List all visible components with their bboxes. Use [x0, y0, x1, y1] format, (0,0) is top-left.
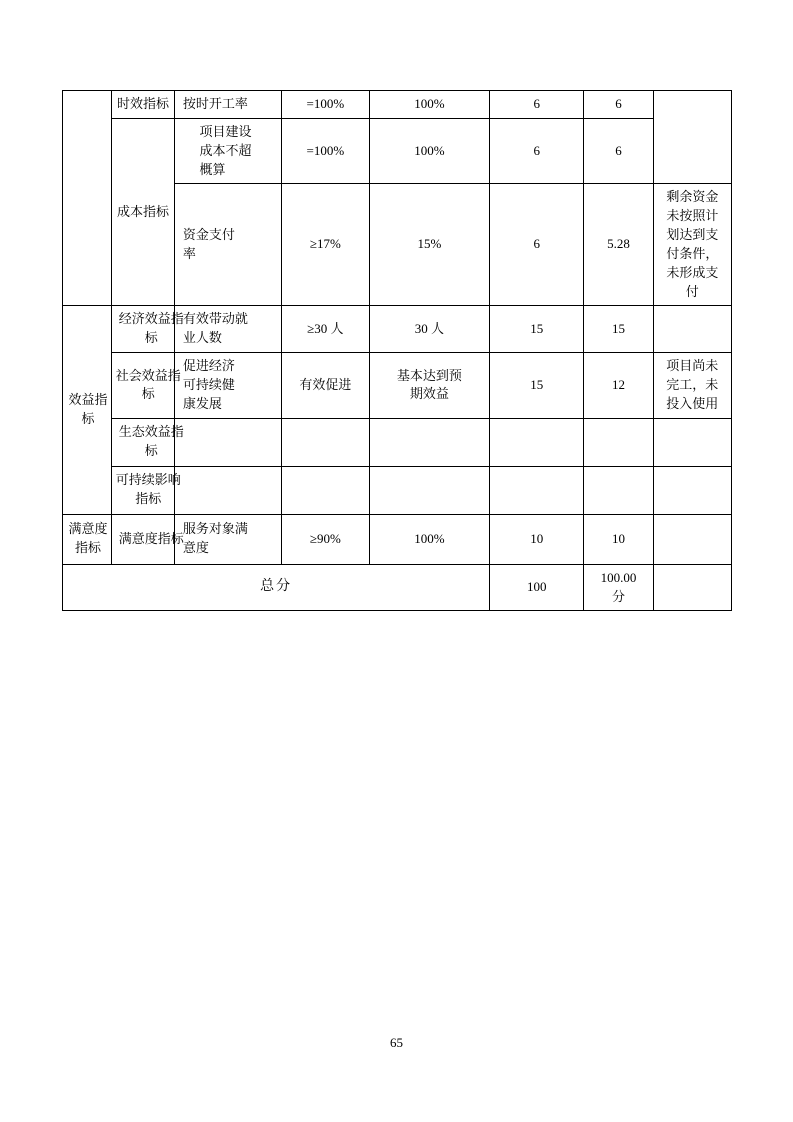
row-weight: 15: [490, 306, 584, 353]
row-target: =100%: [282, 118, 369, 184]
row-indicator: 按时开工率: [174, 91, 281, 119]
total-score: [584, 564, 653, 611]
row-subcategory: [112, 514, 184, 564]
row-target: [282, 418, 369, 466]
row-subcategory: 成本指标: [112, 118, 175, 306]
row-weight: 6: [490, 184, 584, 306]
row-remark: [653, 353, 731, 419]
row-indicator-text: 项目建设成本不超概算: [199, 123, 252, 177]
table-row: [63, 118, 732, 184]
row-subcategory: [112, 353, 181, 419]
row-actual: 100%: [369, 91, 490, 119]
row-score: 12: [584, 353, 653, 419]
row-remark: [653, 466, 731, 514]
row-weight: [490, 418, 584, 466]
row-category-satisfaction: [63, 514, 112, 564]
row-weight: 6: [490, 91, 584, 119]
row-category-benefit: [63, 306, 112, 514]
row-indicator: [174, 466, 281, 514]
table-row: [63, 91, 732, 119]
page-number: 65: [390, 1035, 403, 1050]
total-label: 总分: [63, 564, 490, 611]
row-weight: 10: [490, 514, 584, 564]
row-subcategory: 时效指标: [112, 91, 175, 119]
row-subcategory: [112, 466, 181, 514]
row-actual: 100%: [369, 118, 490, 184]
row-indicator: [174, 418, 281, 466]
row-subcategory-text: 生态效益指标: [118, 424, 184, 459]
row-remark-blank: [653, 91, 731, 184]
row-remark-text: 项目尚未完工，未投入使用: [666, 358, 719, 411]
row-score: [584, 418, 653, 466]
row-weight: 15: [490, 353, 584, 419]
row-score: 6: [584, 118, 653, 184]
row-actual: [369, 353, 490, 419]
row-score: 5.28: [584, 184, 653, 306]
row-subcategory-text: 社会效益指标: [115, 367, 181, 402]
table-row: [63, 466, 732, 514]
row-indicator: [174, 353, 281, 419]
row-target: ≥90%: [282, 514, 369, 564]
evaluation-table: [62, 90, 732, 611]
row-actual: 100%: [369, 514, 490, 564]
row-indicator-text: 有效带动就业人数: [182, 311, 248, 346]
row-remark: [653, 514, 731, 564]
row-weight: [490, 466, 584, 514]
table-row: [63, 514, 732, 564]
row-remark: [653, 184, 731, 306]
row-indicator: [174, 184, 281, 306]
row-subcategory: [112, 306, 184, 353]
table-row: [63, 306, 732, 353]
table-total-row: [63, 564, 732, 611]
row-score: 6: [584, 91, 653, 119]
row-remark-text: 剩余资金未按照计划达到支付条件，未形成支付: [666, 189, 719, 299]
row-actual: 15%: [369, 184, 490, 306]
row-category-text: 效益指标: [68, 392, 108, 427]
row-score: 15: [584, 306, 653, 353]
row-weight: 6: [490, 118, 584, 184]
row-target: 有效促进: [282, 353, 369, 419]
row-indicator-text: 促进经济可持续健康发展: [182, 358, 235, 411]
row-subcategory-text: 可持续影响指标: [115, 472, 181, 507]
row-actual: 30 人: [369, 306, 490, 353]
row-actual: [369, 466, 490, 514]
row-subcategory-text: 经济效益指标: [118, 311, 184, 346]
row-actual: [369, 418, 490, 466]
total-score-text: 100.00 分: [600, 569, 637, 604]
row-category-blank-top: [63, 91, 112, 306]
row-category-text: 满意度指标: [68, 521, 108, 556]
performance-evaluation-table: [62, 90, 732, 611]
row-indicator-text: 服务对象满意度: [182, 521, 248, 556]
row-subcategory: [112, 418, 184, 466]
row-indicator: [174, 306, 281, 353]
total-remark: [653, 564, 731, 611]
row-target: [282, 466, 369, 514]
row-target: ≥30 人: [282, 306, 369, 353]
row-indicator: [174, 118, 281, 184]
row-indicator-text: 资金支付率: [182, 227, 235, 261]
row-score: [584, 466, 653, 514]
row-actual-text: 基本达到预期效益: [396, 367, 462, 402]
table-row: [63, 418, 732, 466]
row-target: =100%: [282, 91, 369, 119]
row-remark-blank: [653, 306, 731, 353]
row-subcategory-text: 满意度指标: [118, 530, 184, 546]
row-remark: [653, 418, 731, 466]
row-indicator: [174, 514, 281, 564]
total-weight: 100: [490, 564, 584, 611]
row-target: ≥17%: [282, 184, 369, 306]
table-row: [63, 353, 732, 419]
row-score: 10: [584, 514, 653, 564]
